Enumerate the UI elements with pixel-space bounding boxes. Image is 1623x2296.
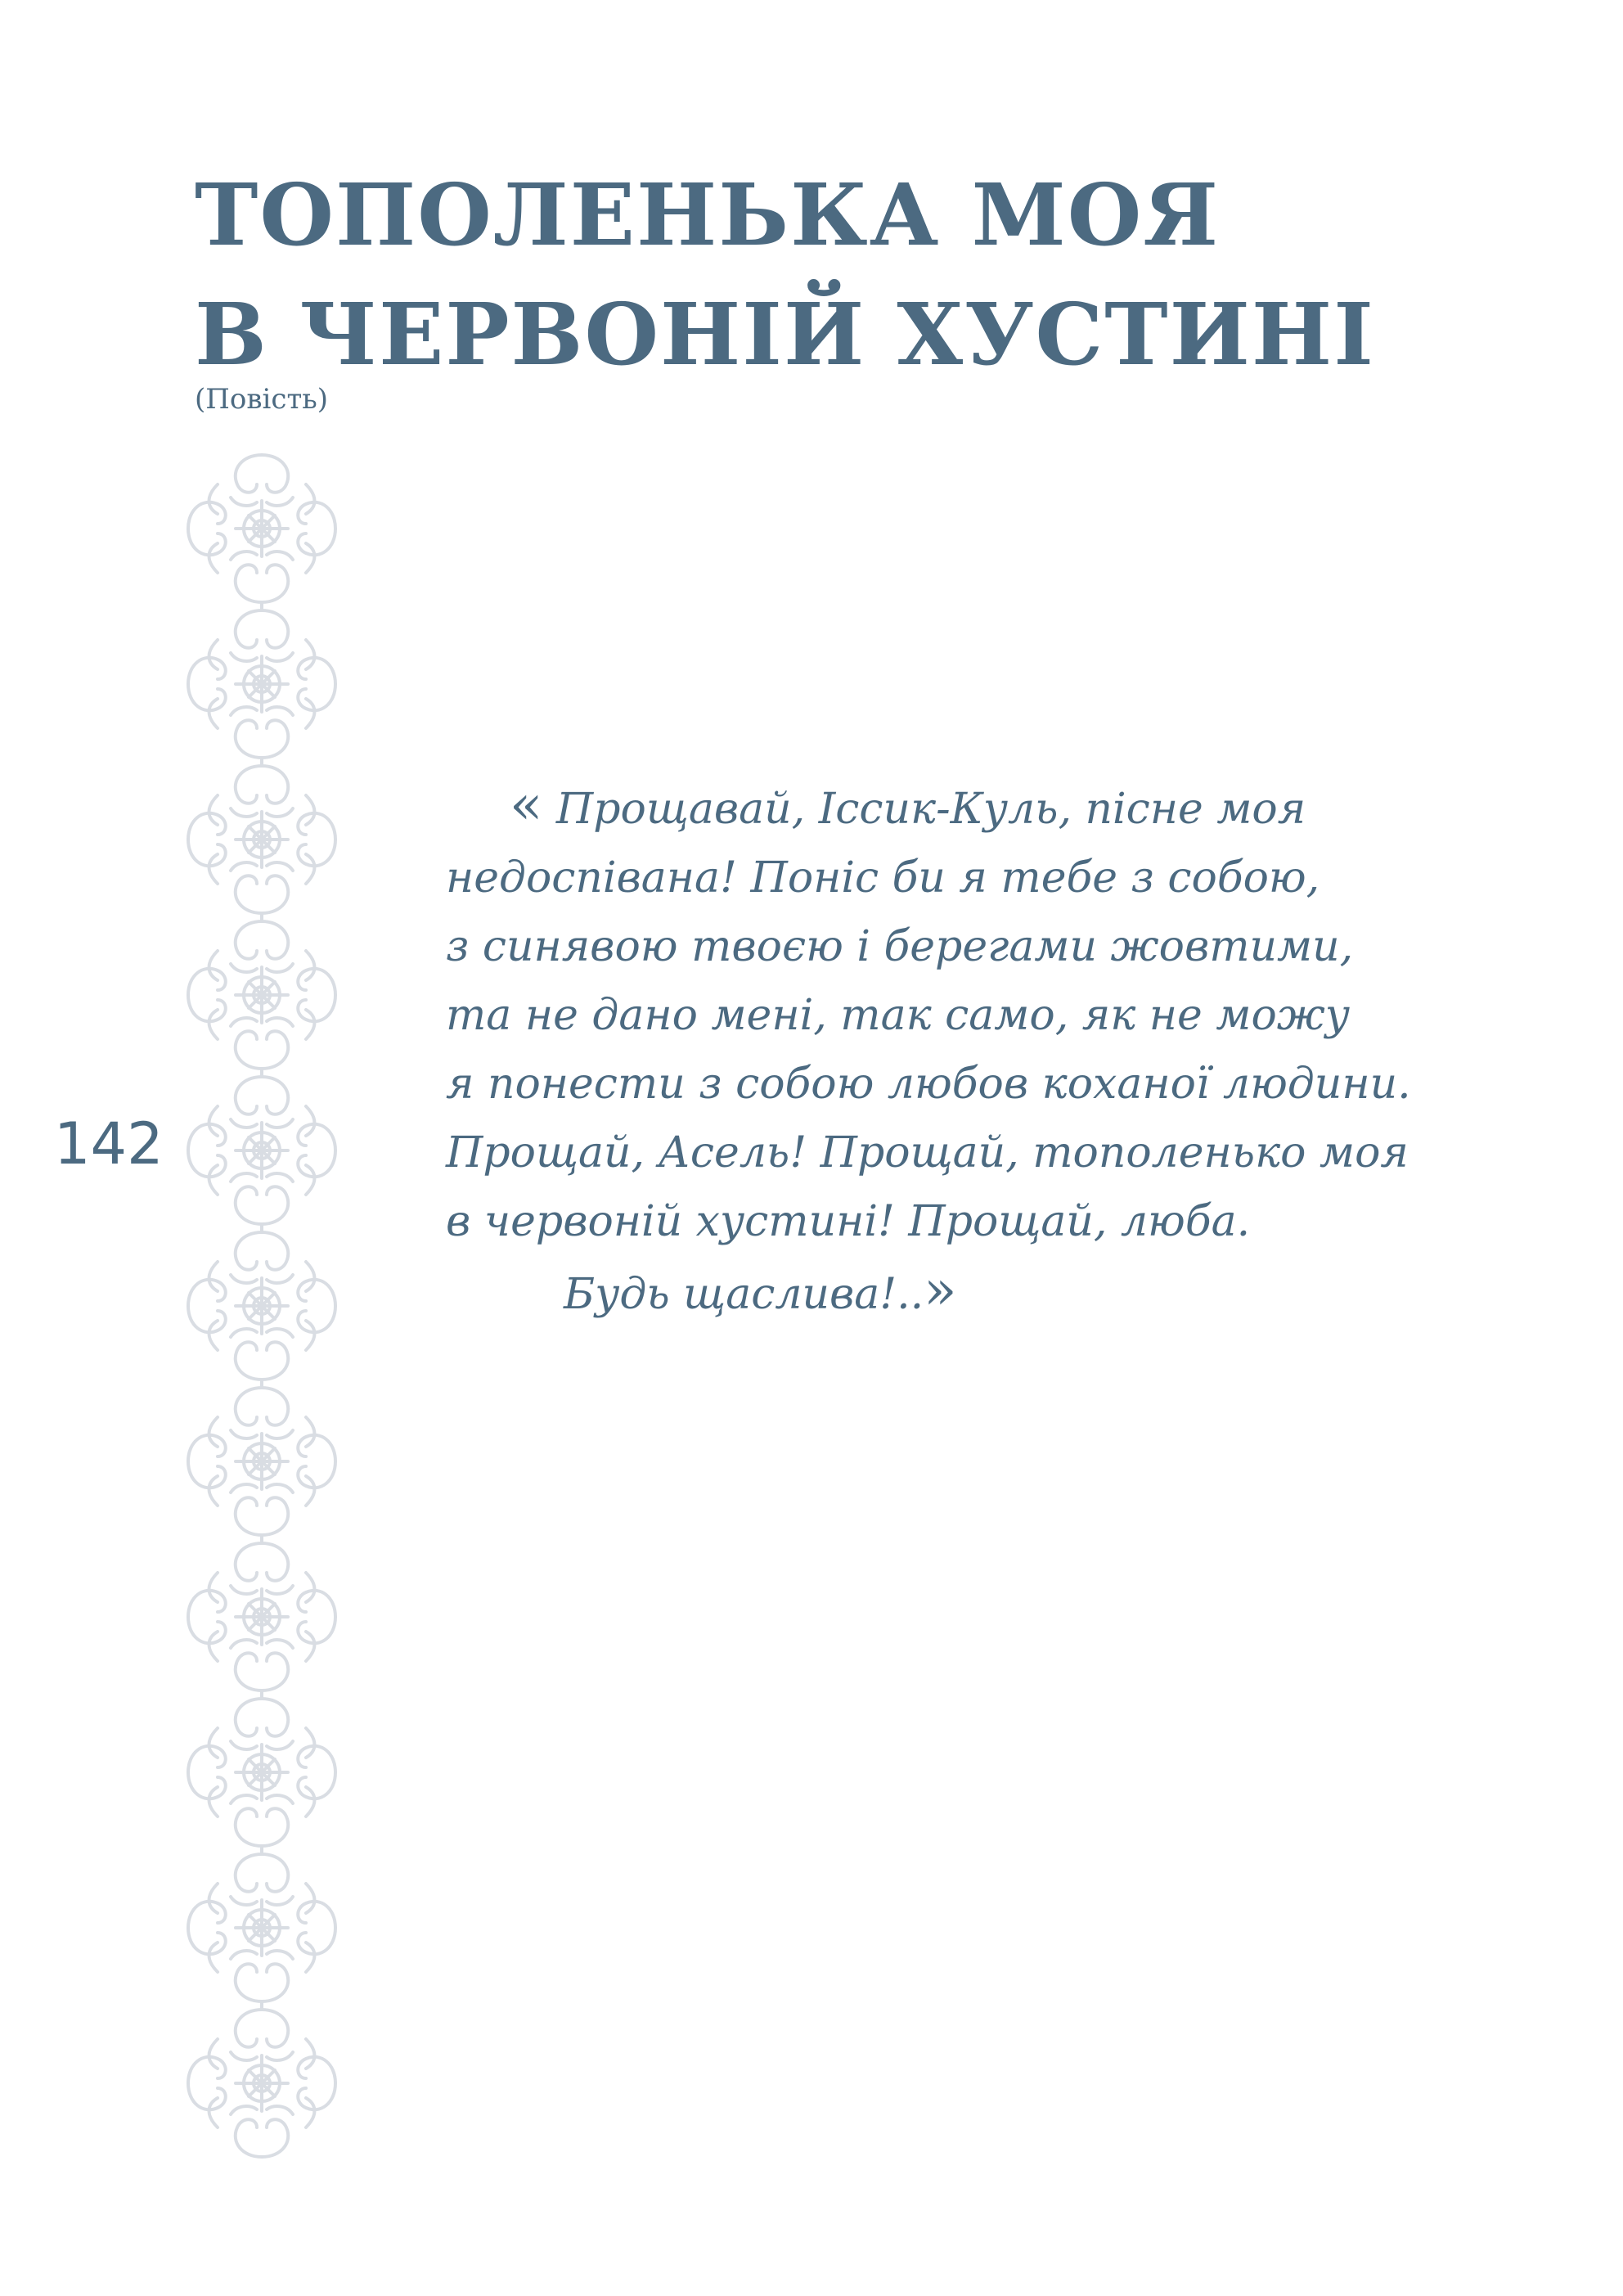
title-line-2: В ЧЕРВОНІЙ ХУСТИНІ [195,284,1375,385]
title-line-1: ТОПОЛЕНЬКА МОЯ [195,164,1221,265]
open-quote-mark: « [510,773,543,836]
quote-line-8 [446,1256,1427,1329]
page-number: 142 [54,1110,164,1177]
quote-line-8-text: Будь щаслива!.. [564,1270,924,1319]
quote-line-1-text: Прощавай, Іссик-Куль, пісне моя [555,785,1306,834]
quote-line-6: Прощай, Асель! Прощай, тополенько моя [446,1128,1409,1177]
quote-line-4: та не дано мені, так само, як не можу [446,991,1351,1040]
close-quote-mark: » [924,1258,957,1321]
subtitle: (Повість) [195,383,329,416]
quote-line-2: недоспівана! Поніс би я тебе з собою, [446,853,1320,903]
title-block [195,155,1422,416]
quote-block [446,771,1427,1329]
quote-line-3: з синявою твоєю і берегами жовтими, [446,922,1354,971]
quote-line-1 [446,771,1427,844]
quote-line-5: я понести з собою любов коханої людини. [446,1060,1411,1109]
quote-line-7: в червоній хустині! Прощай, люба. [446,1197,1251,1246]
ornament-border [185,448,339,2159]
